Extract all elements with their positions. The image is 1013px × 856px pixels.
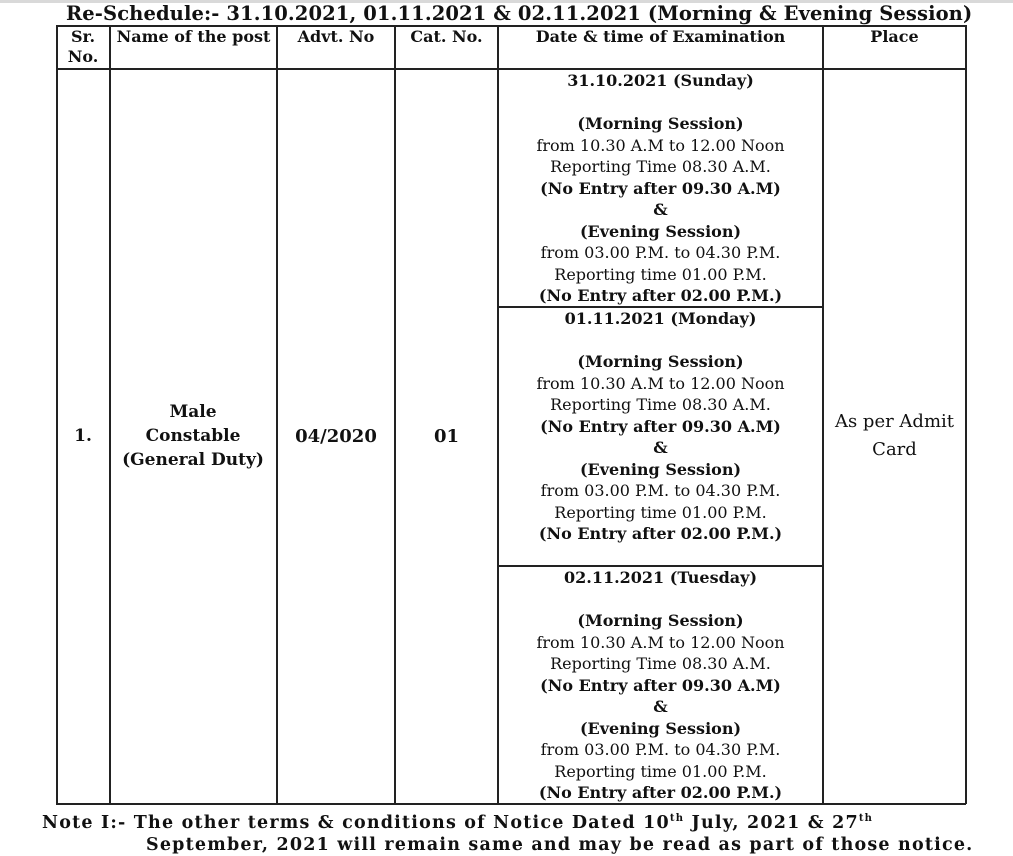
schedule-block-3 [499, 567, 822, 804]
evening-reporting-time: Reporting time 01.00 P.M. [554, 502, 767, 522]
spacer [499, 92, 822, 114]
morning-reporting-time: Reporting Time 08.30 A.M. [550, 654, 771, 673]
evening-session-time: from 03.00 P.M. to 04.30 P.M. [540, 740, 781, 759]
row-post-name-value: Male Constable (General Duty) [122, 402, 264, 470]
spacer [499, 330, 822, 352]
header-advt-no-label: Advt. No [297, 27, 375, 46]
morning-session-time: from 10.30 A.M to 12.00 Noon [536, 373, 785, 393]
schedule-date: 02.11.2021 (Tuesday) [563, 568, 758, 587]
col-line-1 [109, 25, 111, 804]
evening-no-entry: (No Entry after 02.00 P.M.) [538, 524, 783, 543]
note-text-part-2: July, 2021 & 27 [684, 813, 859, 833]
morning-no-entry: (No Entry after 09.30 A.M) [540, 178, 781, 198]
row-sr-no [57, 69, 109, 803]
row-sr-no-value: 1. [74, 426, 92, 446]
morning-no-entry: (No Entry after 09.30 A.M) [540, 416, 781, 436]
note-line-2: September, 2021 will remain same and may be read as part of those notice. [146, 835, 974, 855]
page-title: Re-Schedule:- 31.10.2021, 01.11.2021 & 02.11.2021 (Morning & Evening Session) [66, 2, 973, 25]
session-separator: & [653, 200, 668, 219]
note-line-1 [42, 812, 962, 834]
row-advt-no [278, 69, 394, 803]
row-cat-no [396, 69, 497, 803]
note-superscript-1: th [669, 813, 685, 825]
evening-session-time: from 03.00 P.M. to 04.30 P.M. [540, 481, 781, 500]
footer-note [42, 812, 974, 856]
spacer [499, 589, 822, 611]
evening-reporting-time: Reporting time 01.00 P.M. [554, 264, 767, 284]
schedule-block-2 [499, 308, 822, 545]
header-sr-no-label: Sr. No. [67, 27, 99, 66]
note-text-part-1: The other terms & conditions of Notice Dated 10 [133, 813, 670, 833]
morning-session-time: from 10.30 A.M to 12.00 Noon [536, 632, 785, 652]
evening-no-entry: (No Entry after 02.00 P.M.) [538, 783, 783, 802]
schedule-block-1 [499, 70, 822, 307]
morning-reporting-time: Reporting Time 08.30 A.M. [550, 157, 771, 176]
row-place-value: As per Admit Card [834, 411, 955, 460]
morning-session-title: (Morning Session) [577, 352, 744, 371]
header-place [824, 27, 965, 47]
header-date-time-label: Date & time of Examination [535, 27, 786, 46]
row-post-name [122, 69, 264, 803]
header-sr-no [57, 27, 109, 67]
row-advt-no-value: 04/2020 [295, 425, 377, 447]
header-place-label: Place [870, 27, 919, 46]
evening-reporting-time: Reporting time 01.00 P.M. [554, 761, 767, 781]
table-border-right [965, 25, 967, 804]
evening-session-time: from 03.00 P.M. to 04.30 P.M. [540, 243, 781, 262]
row-place [834, 69, 955, 803]
evening-session-title: (Evening Session) [579, 459, 742, 479]
header-date-time [499, 27, 822, 47]
header-cat-no [396, 27, 497, 47]
header-advt-no [278, 27, 394, 47]
session-separator: & [653, 697, 668, 716]
morning-session-title: (Morning Session) [577, 611, 744, 630]
morning-no-entry: (No Entry after 09.30 A.M) [540, 675, 781, 695]
header-post-name [111, 27, 276, 47]
morning-session-title: (Morning Session) [577, 114, 744, 133]
evening-session-title: (Evening Session) [579, 718, 742, 738]
note-prefix: Note I:- [42, 813, 127, 833]
row-cat-no-value: 01 [433, 425, 460, 447]
note-superscript-2: th [858, 813, 874, 825]
header-post-name-label: Name of the post [116, 27, 271, 46]
col-line-5 [822, 25, 824, 804]
session-separator: & [653, 438, 668, 457]
evening-no-entry: (No Entry after 02.00 P.M.) [538, 286, 783, 305]
morning-reporting-time: Reporting Time 08.30 A.M. [550, 395, 771, 414]
evening-session-title: (Evening Session) [579, 221, 742, 241]
header-cat-no-label: Cat. No. [410, 27, 483, 46]
schedule-date: 31.10.2021 (Sunday) [567, 71, 754, 90]
schedule-date: 01.11.2021 (Monday) [564, 309, 757, 328]
morning-session-time: from 10.30 A.M to 12.00 Noon [536, 135, 785, 155]
